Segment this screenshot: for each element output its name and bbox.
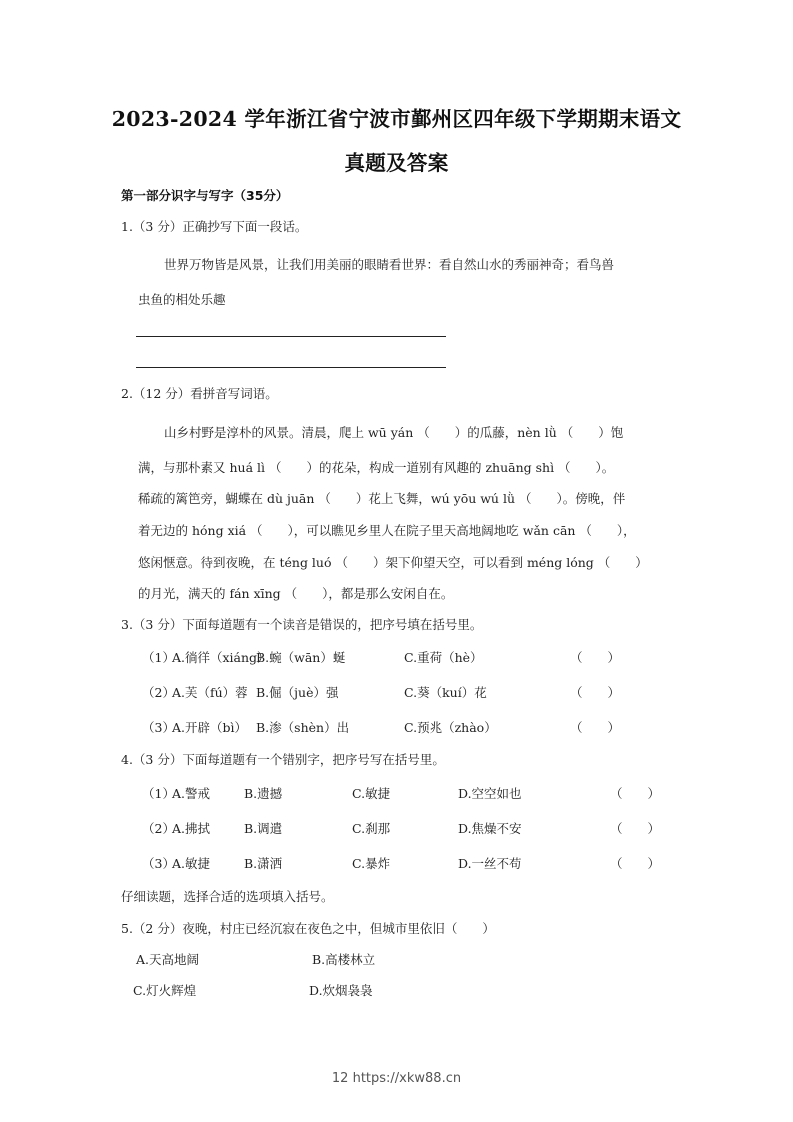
document-title-line2: 真题及答案	[344, 151, 449, 175]
q4-item-3-option-b: B.潇洒	[244, 856, 283, 871]
question-2-line: 悠闲惬意。待到夜晚，在 téng luó （ ）架下仰望天空，可以看到 méng lóng （ ）	[138, 555, 648, 570]
q5-option-d: D.炊烟袅袅	[309, 983, 373, 998]
question-5-stem: 5.（2 分）夜晚，村庄已经沉寂在夜色之中，但城市里依旧（ ）	[121, 921, 495, 936]
q3-item-3-option-c: C.预兆（zhào）	[404, 720, 497, 735]
q4-item-3-option-a: A.敏捷	[172, 856, 211, 871]
q3-item-1-option-b: B.蜿（wān）蜒	[256, 650, 346, 665]
question-2-line: 山乡村野是淳朴的风景。清晨，爬上 wū yán （ ）的瓜藤，nèn lǜ （ ）饱	[164, 425, 624, 440]
q4-item-1-option-d: D.空空如也	[458, 786, 522, 801]
question-3-stem: 3.（3 分）下面每道题有一个读音是错误的，把序号填在括号里。	[121, 617, 483, 632]
q5-option-c: C.灯火辉煌	[133, 983, 197, 998]
question-2-line: 满，与那朴素又 huá lì （ ）的花朵，构成一道别有风趣的 zhuāng shì （ ）。	[138, 460, 615, 475]
document-title-line1: 2023-2024 学年浙江省宁波市鄞州区四年级下学期期末语文	[111, 107, 682, 131]
q4-item-2-option-c: C.刹那	[352, 821, 391, 836]
q4-item-2-num: （2）	[142, 821, 175, 836]
question-1-stem: 1.（3 分）正确抄写下面一段话。	[121, 219, 308, 234]
q3-item-3-option-b: B.渗（shèn）出	[256, 720, 350, 735]
answer-line-1[interactable]	[136, 336, 446, 337]
q3-item-2-option-a: A.芙（fú）蓉	[172, 685, 248, 700]
question-1-passage-line1: 世界万物皆是风景，让我们用美丽的眼睛看世界：看自然山水的秀丽神奇；看鸟兽	[164, 257, 615, 272]
answer-line-2[interactable]	[136, 367, 446, 368]
q4-item-2-option-a: A.拂拭	[172, 821, 211, 836]
q4-item-1-num: （1）	[142, 786, 175, 801]
q4-item-3-answer-blank[interactable]: （ ）	[610, 856, 661, 871]
q4-item-1-answer-blank[interactable]: （ ）	[610, 786, 661, 801]
q4-item-3-option-c: C.暴炸	[352, 856, 391, 871]
q4-item-2-answer-blank[interactable]: （ ）	[610, 821, 661, 836]
q3-item-2-option-c: C.葵（kuí）花	[404, 685, 487, 700]
q3-item-2-answer-blank[interactable]: （ ）	[570, 685, 621, 700]
q4-item-1-option-c: C.敏捷	[352, 786, 391, 801]
section-heading: 第一部分识字与写字（35分）	[121, 188, 289, 203]
q3-item-1-num: （1）	[142, 650, 175, 665]
q3-item-1-answer-blank[interactable]: （ ）	[570, 650, 621, 665]
q3-item-2-option-b: B.倔（juè）强	[256, 685, 339, 700]
question-1-passage-line2: 虫鱼的相处乐趣	[138, 292, 226, 307]
q3-item-3-answer-blank[interactable]: （ ）	[570, 720, 621, 735]
instruction-text: 仔细读题，选择合适的选项填入括号。	[121, 889, 334, 904]
question-2-line: 的月光，满天的 fán xīng （ ），都是那么安闲自在。	[138, 586, 454, 601]
q4-item-3-num: （3）	[142, 856, 175, 871]
q4-item-3-option-d: D.一丝不苟	[458, 856, 522, 871]
q3-item-2-num: （2）	[142, 685, 175, 700]
q4-item-2-option-b: B.调遣	[244, 821, 283, 836]
question-4-stem: 4.（3 分）下面每道题有一个错别字，把序号写在括号里。	[121, 752, 445, 767]
q3-item-1-option-a: A.徜徉（xiáng）	[172, 650, 270, 665]
q4-item-1-option-a: A.警戒	[172, 786, 211, 801]
question-2-stem: 2.（12 分）看拼音写词语。	[121, 386, 278, 401]
page-footer: 12 https://xkw88.cn	[331, 1071, 462, 1086]
q3-item-3-option-a: A.开辟（bì）	[172, 720, 248, 735]
q5-option-a: A.天高地阔	[136, 952, 200, 967]
q4-item-2-option-d: D.焦燥不安	[458, 821, 522, 836]
q4-item-1-option-b: B.遗撼	[244, 786, 283, 801]
question-2-line: 稀疏的篱笆旁，蝴蝶在 dù juān （ ）花上飞舞，wú yōu wú lǜ （ ）。傍晚，伴	[138, 491, 626, 506]
question-2-line: 着无边的 hóng xiá （ ），可以瞧见乡里人在院子里天高地阔地吃 wǎn cān （ ），	[138, 523, 636, 538]
q3-item-1-option-c: C.重荷（hè）	[404, 650, 483, 665]
q5-option-b: B.高楼林立	[312, 952, 376, 967]
q3-item-3-num: （3）	[142, 720, 175, 735]
